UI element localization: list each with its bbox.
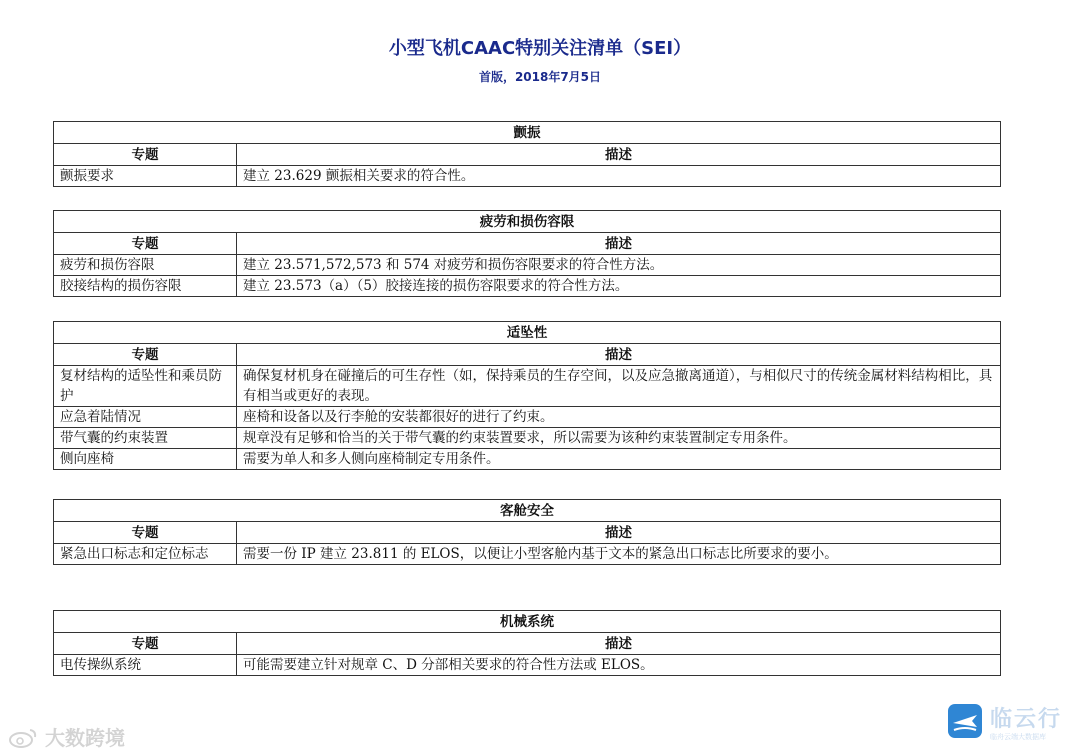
table-row: [54, 255, 1001, 276]
topic-cell: 电传操纵系统: [54, 655, 237, 676]
description-cell: 建立 23.573（a）（5）胶接连接的损伤容限要求的符合性方法。: [237, 276, 1001, 297]
description-cell: 需要为单人和多人侧向座椅制定专用条件。: [237, 449, 1001, 470]
section-table-flutter: [53, 121, 1001, 187]
table-row: [54, 407, 1001, 428]
topic-cell: 带气囊的约束装置: [54, 428, 237, 449]
description-cell: 需要一份 IP 建立 23.811 的 ELOS，以便让小型客舱内基于文本的紧急出口标志比所要求的要小。: [237, 544, 1001, 565]
topic-cell: 疲劳和损伤容限: [54, 255, 237, 276]
table-row: [54, 276, 1001, 297]
table-row: [54, 166, 1001, 187]
section-title: 适坠性: [54, 322, 1001, 344]
topic-cell: 侧向座椅: [54, 449, 237, 470]
description-cell: 确保复材机身在碰撞后的可生存性（如，保持乘员的生存空间，以及应急撤离通道），与相似尺寸的传统金属材料结构相比，具有相当或更好的表现。: [237, 366, 1001, 407]
watermark-left: [8, 722, 125, 751]
topic-cell: 胶接结构的损伤容限: [54, 276, 237, 297]
table-row: [54, 655, 1001, 676]
topic-cell: 应急着陆情况: [54, 407, 237, 428]
topic-cell: 复材结构的适坠性和乘员防护: [54, 366, 237, 407]
page-title: 小型飞机CAAC特别关注清单（SEI）: [388, 38, 692, 59]
column-header-description: 描述: [237, 233, 1001, 255]
weibo-icon: [8, 728, 38, 748]
watermark-right: [948, 700, 1076, 746]
section-title: 机械系统: [54, 611, 1001, 633]
section-table-crashworthiness: [53, 321, 1001, 470]
column-header-topic: 专题: [54, 522, 237, 544]
table-row: [54, 366, 1001, 407]
description-cell: 可能需要建立针对规章 C、D 分部相关要求的符合性方法或 ELOS。: [237, 655, 1001, 676]
section-table-cabin-safety: [53, 499, 1001, 565]
description-cell: 建立 23.629 颤振相关要求的符合性。: [237, 166, 1001, 187]
column-header-description: 描述: [237, 344, 1001, 366]
description-cell: 建立 23.571,572,573 和 574 对疲劳和损伤容限要求的符合性方法。: [237, 255, 1001, 276]
column-header-topic: 专题: [54, 633, 237, 655]
section-title: 颤振: [54, 122, 1001, 144]
column-header-description: 描述: [237, 633, 1001, 655]
section-table-fatigue: [53, 210, 1001, 297]
plane-logo-icon: [948, 704, 982, 738]
topic-cell: 颤振要求: [54, 166, 237, 187]
section-title: 客舱安全: [54, 500, 1001, 522]
column-header-description: 描述: [237, 144, 1001, 166]
description-cell: 规章没有足够和恰当的关于带气囊的约束装置要求，所以需要为该种约束装置制定专用条件。: [237, 428, 1001, 449]
column-header-description: 描述: [237, 522, 1001, 544]
table-row: [54, 544, 1001, 565]
table-row: [54, 449, 1001, 470]
column-header-topic: 专题: [54, 144, 237, 166]
topic-cell: 紧急出口标志和定位标志: [54, 544, 237, 565]
column-header-topic: 专题: [54, 233, 237, 255]
watermark-left-text: 大数跨境: [44, 726, 125, 750]
section-table-mechanical-systems: [53, 610, 1001, 676]
page-subtitle: 首版，2018年7月5日: [478, 70, 602, 84]
watermark-brand: 临云行: [990, 707, 1063, 732]
column-header-topic: 专题: [54, 344, 237, 366]
section-title: 疲劳和损伤容限: [54, 211, 1001, 233]
description-cell: 座椅和设备以及行李舱的安装都很好的进行了约束。: [237, 407, 1001, 428]
watermark-tagline: 临舟云端大数据库: [990, 733, 1046, 741]
table-row: [54, 428, 1001, 449]
